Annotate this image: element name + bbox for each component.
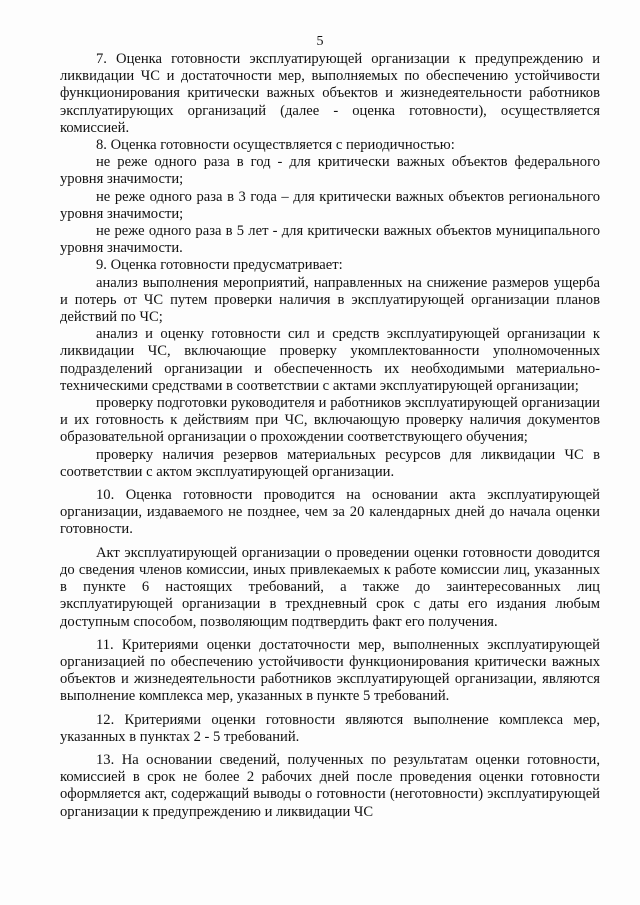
page-number: 5	[316, 34, 324, 49]
paragraph-8: 8. Оценка готовности осуществляется с периодичностью:	[96, 137, 455, 154]
document-body	[60, 51, 600, 821]
periodicity-municipal: не реже одного раза в 5 лет - для критически важных объектов муниципального уровня значимости.	[60, 223, 600, 257]
paragraph-7: 7. Оценка готовности эксплуатирующей организации к предупреждению и ликвидации ЧС и достаточности мер, выполняемых по обеспечению устойчивости функционирования критически важных объектов и жизнедеятельности работников эксплуатирующих организаций (далее - оценка готовности), осуществляется комиссией.	[60, 51, 600, 136]
check-item-training: проверку подготовки руководителя и работников эксплуатирующей организации и их готовность к действиям при ЧС, включающую проверку наличия документов образовательной организации о прохождении соответствующего обучения;	[60, 395, 600, 446]
check-item-plans: анализ выполнения мероприятий, направленных на снижение размеров ущерба и потерь от ЧС путем проверки наличия в эксплуатирующей организации планов действий по ЧС;	[60, 274, 600, 326]
check-item-reserves: проверку наличия резервов материальных ресурсов для ликвидации ЧС в соответствии с актом эксплуатирующей организации.	[60, 446, 600, 480]
paragraph-12: 12. Критериями оценки готовности являются выполнение комплекса мер, указанных в пунктах 2 - 5 требований.	[60, 711, 600, 745]
paragraph-10-act: Акт эксплуатирующей организации о проведении оценки готовности доводится до сведения членов комиссии, иных привлекаемых к работе комиссии лиц, указанных в пункте 6 настоящих требований, а также до заинтересованных лиц эксплуатирующей организации в трехдневный срок с даты его издания любым доступным способом, позволяющим подтвердить факт его получения.	[60, 544, 600, 630]
paragraph-10: 10. Оценка готовности проводится на основании акта эксплуатирующей организации, издаваемого не позднее, чем за 20 календарных дней до начала оценки готовности.	[60, 487, 600, 538]
paragraph-13: 13. На основании сведений, полученных по результатам оценки готовности, комиссией в срок не более 2 рабочих дней после проведения оценки готовности оформляется акт, содержащий выводы о готовности (неготовности) эксплуатирующей организации к предупреждению и ликвидации ЧС	[60, 751, 600, 820]
check-item-forces: анализ и оценку готовности сил и средств эксплуатирующей организации к ликвидации ЧС, включающие проверку укомплектованности уполномоченных подразделений организации и обеспеченность их необходимыми материально-техническими средствами в соответствии с актами эксплуатирующей организации;	[60, 326, 600, 394]
paragraph-11: 11. Критериями оценки достаточности мер, выполненных эксплуатирующей организацией по обеспечению устойчивости функционирования критически важных объектов и жизнедеятельности работников эксплуатирующей организации, являются выполнение комплекса мер, указанных в пункте 5 требований.	[60, 636, 600, 705]
periodicity-federal: не реже одного раза в год - для критически важных объектов федерального уровня значимости;	[60, 154, 600, 188]
paragraph-9: 9. Оценка готовности предусматривает:	[96, 257, 343, 274]
periodicity-regional: не реже одного раза в 3 года – для критически важных объектов регионального уровня значимости;	[60, 188, 600, 222]
